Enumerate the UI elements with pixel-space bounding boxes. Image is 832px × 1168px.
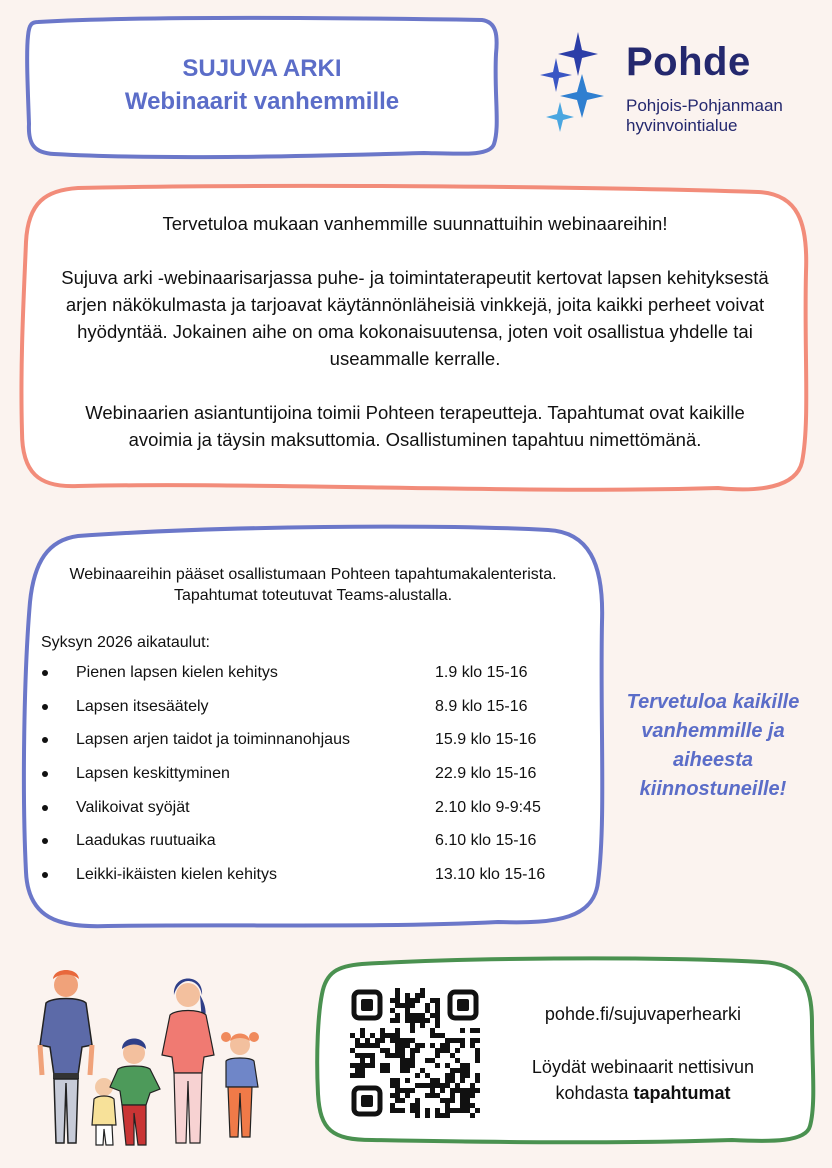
mother-figure bbox=[162, 979, 214, 1144]
title-box bbox=[24, 14, 500, 160]
event-title: Lapsen arjen taidot ja toiminnanohjaus bbox=[76, 731, 350, 749]
title-line-1: SUJUVA ARKI bbox=[182, 55, 342, 82]
website-link[interactable]: pohde.fi/sujuvaperhearki bbox=[544, 1004, 742, 1024]
list-item bbox=[18, 764, 608, 798]
boy-figure bbox=[110, 1039, 160, 1146]
event-title: Valikoivat syöjät bbox=[76, 798, 190, 816]
bullet bbox=[42, 771, 48, 777]
family-illustration bbox=[26, 965, 276, 1160]
find-instructions bbox=[508, 1054, 778, 1106]
event-time: 8.9 klo 15-16 bbox=[435, 697, 528, 715]
logo-sub-line-1: Pohjois-Pohjanmaan bbox=[626, 96, 783, 115]
event-title: Pienen lapsen kielen kehitys bbox=[76, 664, 278, 681]
list-item bbox=[18, 831, 608, 865]
schedule-list bbox=[18, 663, 608, 899]
event-title: Lapsen itsesäätely bbox=[76, 697, 209, 715]
event-time: 2.10 klo 9-9:45 bbox=[435, 798, 541, 816]
qr-code[interactable] bbox=[350, 988, 480, 1118]
pohde-logo bbox=[540, 28, 810, 138]
bullet bbox=[42, 737, 48, 743]
bullet bbox=[42, 838, 48, 844]
page-title bbox=[24, 52, 500, 118]
event-title: Laadukas ruutuaika bbox=[76, 832, 216, 850]
list-item bbox=[18, 697, 608, 731]
welcome-note: Tervetuloa kaikille vanhemmille ja aiheesta kiinnostuneille! bbox=[626, 691, 800, 800]
event-time: 15.9 klo 15-16 bbox=[435, 731, 537, 749]
bullet bbox=[42, 805, 48, 811]
intro-text bbox=[54, 210, 776, 480]
intro-paragraph-3: Webinaarien asiantuntijoina toimii Pohteen terapeutteja. Tapahtumat ovat kaikille avoimia ja täysin maksuttomia. Osallistuminen tapahtuu nimettömänä. bbox=[85, 402, 745, 450]
bullet bbox=[42, 704, 48, 710]
find-text: Löydät webinaarit nettisivun kohdasta bbox=[531, 1057, 755, 1103]
list-item bbox=[18, 663, 608, 697]
schedule-box bbox=[18, 522, 608, 930]
event-time: 1.9 klo 15-16 bbox=[435, 664, 528, 681]
intro-paragraph-2: Sujuva arki -webinaarisarjassa puhe- ja toimintaterapeutit kertovat lapsen kehityksestä arjen näkökulmasta ja tarjoavat käytännönläheisiä vinkkejä, joita kaikki perheet voivat hyödyntää. Jokainen aihe on oma kokonaisuutensa, joten voit osallistua yhdelle tai useammalle kerralle. bbox=[61, 267, 769, 369]
schedule-heading: Syksyn 2026 aikataulut: bbox=[41, 634, 210, 651]
bullet bbox=[42, 670, 48, 676]
list-item bbox=[18, 798, 608, 832]
event-time: 6.10 klo 15-16 bbox=[435, 832, 537, 850]
schedule-intro: Webinaareihin pääset osallistumaan Pohteen tapahtumakalenterista. Tapahtumat toteutuvat Teams-alustalla. bbox=[69, 566, 557, 604]
logo-name: Pohde bbox=[626, 40, 751, 84]
event-time: 13.10 klo 15-16 bbox=[435, 866, 546, 884]
list-item bbox=[18, 865, 608, 899]
qr-box bbox=[312, 954, 818, 1146]
intro-paragraph-1: Tervetuloa mukaan vanhemmille suunnattuihin webinaareihin! bbox=[162, 213, 668, 234]
logo-subtitle bbox=[626, 96, 783, 136]
bullet bbox=[42, 872, 48, 878]
intro-box bbox=[18, 182, 812, 496]
list-item bbox=[18, 730, 608, 764]
event-time: 22.9 klo 15-16 bbox=[435, 765, 537, 783]
title-line-2: Webinaarit vanhemmille bbox=[124, 88, 400, 115]
girl-figure bbox=[221, 1032, 259, 1137]
logo-sub-line-2: hyvinvointialue bbox=[626, 116, 738, 135]
find-bold: tapahtumat bbox=[633, 1083, 731, 1103]
event-title: Leikki-ikäisten kielen kehitys bbox=[76, 866, 277, 884]
event-title: Lapsen keskittyminen bbox=[76, 765, 230, 783]
star-sparkles-icon bbox=[540, 28, 620, 138]
father-figure bbox=[40, 970, 92, 1143]
